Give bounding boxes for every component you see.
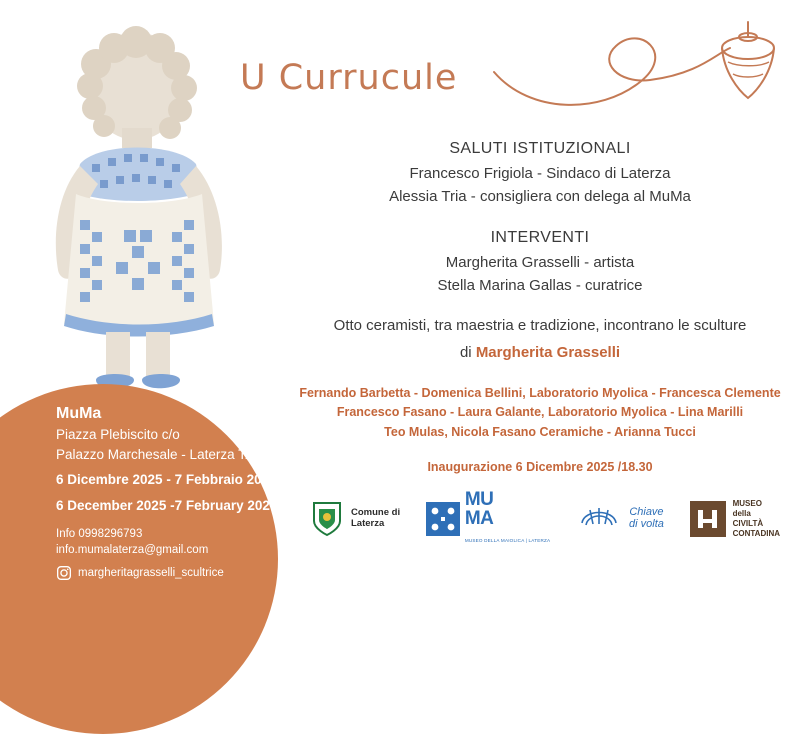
logo-comune-label: [351, 508, 400, 530]
coat-of-arms-icon: [310, 497, 344, 542]
institutional-heading: SALUTI ISTITUZIONALI: [449, 140, 631, 157]
interventions-line: Stella Marina Gallas - curatrice: [437, 276, 643, 294]
mcc-label: [733, 499, 780, 539]
interventions-heading: INTERVENTI: [490, 228, 590, 246]
mcc-line-4: CONTADINA: [732, 529, 780, 538]
logo-comune-line-1: Comune di: [351, 507, 401, 519]
mcc-line-1: MUSEO: [732, 499, 762, 508]
muma-tile-icon: [426, 502, 460, 536]
logo-row: [310, 488, 780, 550]
logo-chiave-di-volta: [576, 497, 664, 542]
ceramists-line: Fernando Barbetta - Domenica Bellini, Laboratorio Myolica - Francesca Clemente: [299, 386, 781, 400]
venue-info: [56, 404, 306, 581]
chiave-line-2: di volta: [629, 518, 664, 530]
doll-sculpture-image: [18, 24, 258, 424]
muma-subtitle: MUSEO DELLA MAIOLICA | LATERZA: [464, 538, 551, 543]
intro-line-2: [292, 342, 788, 365]
venue-phone: Info 0998296793: [56, 527, 143, 540]
featured-artist-name: Margherita Grasselli: [475, 343, 621, 361]
keystone-icon: [576, 497, 622, 542]
logo-muma: [426, 491, 550, 547]
venue-address-line-2: Palazzo Marchesale - Laterza TA: [56, 446, 255, 462]
muma-wordmark: [465, 491, 550, 547]
institutional-line: Francesco Frigiola - Sindaco di Laterza: [409, 165, 671, 182]
spinning-top-illustration: [490, 10, 790, 130]
intro-line-1: Otto ceramisti, tra maestria e tradizione, incontrano le sculture: [333, 317, 747, 334]
ceramists-line: Francesco Fasano - Laura Galante, Laboratorio Myolica - Lina Marilli: [336, 405, 744, 420]
logo-museo-civilta-contadina: [690, 499, 780, 539]
page-title: U Currucule: [240, 58, 458, 98]
ceramists-list: [292, 384, 788, 442]
intro-line-2-prefix: di: [459, 343, 472, 361]
program-content: [292, 140, 788, 474]
instagram-handle: margheritagrasselli_scultrice: [78, 566, 224, 579]
exhibition-dates-en: 6 December 2025 -7 February 2026: [56, 498, 278, 514]
museum-mark-icon: [690, 501, 726, 537]
opening-info: Inaugurazione 6 Dicembre 2025 /18.30: [427, 460, 653, 475]
institutional-line: Alessia Tria - consigliera con delega al MuMa: [389, 188, 691, 206]
logo-comune-line-2: Laterza: [351, 518, 385, 529]
venue-address-line-1: Piazza Plebiscito c/o: [56, 427, 180, 442]
instagram-handle-row[interactable]: [56, 565, 306, 581]
mcc-line-2: della: [732, 509, 751, 518]
instagram-icon: [56, 565, 72, 581]
muma-word-2: MA: [464, 508, 494, 529]
ceramists-line: Teo Mulas, Nicola Fasano Ceramiche - Arianna Tucci: [384, 424, 696, 439]
venue-email[interactable]: info.mumalaterza@gmail.com: [56, 543, 209, 556]
venue-name: MuMa: [56, 405, 102, 422]
mcc-line-3: CIVILTÀ: [732, 519, 764, 528]
interventions-line: Margherita Grasselli - artista: [445, 253, 635, 271]
exhibition-dates-it: 6 Dicembre 2025 - 7 Febbraio 2026: [56, 472, 277, 488]
chiave-line-1: Chiave: [629, 506, 664, 519]
muma-word-1: MU: [464, 489, 494, 510]
chiave-label: [629, 507, 664, 530]
logo-comune-laterza: [310, 497, 400, 542]
